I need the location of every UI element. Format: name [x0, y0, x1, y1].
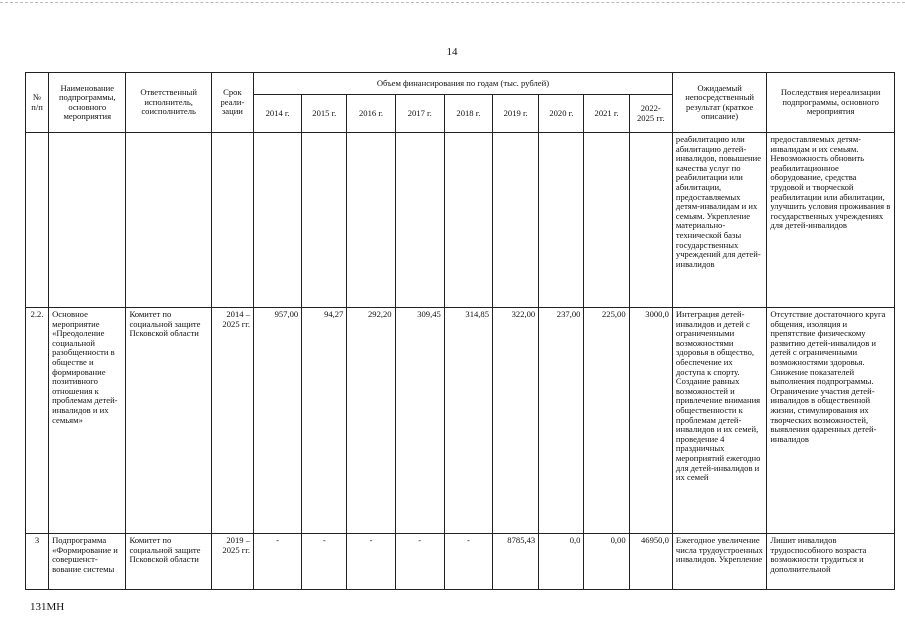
cell-value: 0,0	[539, 534, 584, 590]
header-name: Наименование подпрограммы, основного мероприятия	[49, 73, 126, 133]
cell-term: 2014 – 2025 гг.	[211, 308, 253, 534]
cell-value	[539, 133, 584, 308]
cell-num	[26, 133, 49, 308]
cell-value: 314,85	[444, 308, 492, 534]
cell-value: 957,00	[254, 308, 302, 534]
program-table	[25, 72, 895, 590]
header-year: 2014 г.	[254, 95, 302, 133]
cell-name: Основное мероприятие «Преодоление социальной разобщенности в обществе и формирование позитивного отношения к проблемам детей-инвалидов и их семьям»	[49, 308, 126, 534]
cell-name: Подпрограмма «Формирование и совершенст-вование системы	[49, 534, 126, 590]
cell-value	[584, 133, 629, 308]
cell-executor: Комитет по социальной защите Псковской области	[126, 534, 211, 590]
cell-consequence: Лишит инвалидов трудоспособного возраста возможности трудиться и дополнительной	[767, 534, 895, 590]
header-year: 2021 г.	[584, 95, 629, 133]
cell-value	[395, 133, 444, 308]
header-year: 2020 г.	[539, 95, 584, 133]
cell-value	[629, 133, 672, 308]
cell-term	[211, 133, 253, 308]
cell-value: -	[347, 534, 395, 590]
header-year: 2022-2025 гг.	[629, 95, 672, 133]
cell-value	[347, 133, 395, 308]
cell-value: 46950,0	[629, 534, 672, 590]
cell-name	[49, 133, 126, 308]
cell-value: 0,00	[584, 534, 629, 590]
cell-result: Интеграция детей-инвалидов и детей с ограниченными возможностями здоровья в общество, обеспечение их доступа к спорту. Создание равных возможностей и привлечение внимания общественности к проблемам детей-инвалидов и их семей, проведение 4 праздничных мероприятий ежегодно для детей-инвалидов и их семей	[672, 308, 766, 534]
cell-result: реабилитацию или абилитацию детей-инвалидов, повышение качества услуг по реабилитации или абилитации, предоставляемых детям-инвалидам и их семьям. Укрепление материально-технической базы государственных учреждений для детей-инвалидов	[672, 133, 766, 308]
header-year: 2018 г.	[444, 95, 492, 133]
cell-consequence: Отсутствие достаточного круга общения, изоляция и препятствие физическому развитию детей-инвалидов и детей с ограниченными возможностями здоровья. Снижение показателей выполнения подпрограммы. Ограничение участия детей-инвалидов в общественной жизни, стимулирования их творческих возможностей, выявления одаренных детей-инвалидов	[767, 308, 895, 534]
cell-value: -	[444, 534, 492, 590]
cell-value: 292,20	[347, 308, 395, 534]
top-edge-line	[0, 2, 905, 3]
header-financing: Объем финансирования по годам (тыс. рублей)	[254, 73, 673, 95]
header-year: 2017 г.	[395, 95, 444, 133]
cell-value: -	[395, 534, 444, 590]
cell-value: 237,00	[539, 308, 584, 534]
cell-value: 309,45	[395, 308, 444, 534]
cell-value: 322,00	[493, 308, 539, 534]
cell-executor: Комитет по социальной защите Псковской области	[126, 308, 211, 534]
table-row	[26, 534, 895, 590]
cell-value	[254, 133, 302, 308]
table-row	[26, 308, 895, 534]
cell-value: 8785,43	[493, 534, 539, 590]
table-row	[26, 133, 895, 308]
cell-value	[444, 133, 492, 308]
header-term: Срок реали-зации	[211, 73, 253, 133]
footer-document-code: 131МН	[30, 601, 65, 613]
header-year: 2015 г.	[302, 95, 347, 133]
cell-value: 225,00	[584, 308, 629, 534]
cell-value	[302, 133, 347, 308]
header-executor: Ответственный исполнитель, соисполнитель	[126, 73, 211, 133]
cell-result: Ежегодное увеличение числа трудоустроенных инвалидов. Укрепление	[672, 534, 766, 590]
cell-term: 2019 – 2025 гг.	[211, 534, 253, 590]
header-result: Ожидаемый непосредственный результат (краткое описание)	[672, 73, 766, 133]
cell-value	[493, 133, 539, 308]
cell-value: 3000,0	[629, 308, 672, 534]
cell-value: -	[302, 534, 347, 590]
cell-consequence: предоставляемых детям-инвалидам и их семьям. Невозможность обновить реабилитационное оборудование, средства трудовой и творческой реабилитации или абилитации, улучшить условия проживания в государственных учреждениях для детей-инвалидов	[767, 133, 895, 308]
cell-num: 3	[26, 534, 49, 590]
header-row-1	[26, 73, 895, 95]
cell-num: 2.2.	[26, 308, 49, 534]
cell-executor	[126, 133, 211, 308]
page-number: 14	[446, 46, 458, 58]
cell-value: 94,27	[302, 308, 347, 534]
header-year: 2016 г.	[347, 95, 395, 133]
header-num: № п/п	[26, 73, 49, 133]
header-year: 2019 г.	[493, 95, 539, 133]
cell-value: -	[254, 534, 302, 590]
header-consequence: Последствия нереализации подпрограммы, основного мероприятия	[767, 73, 895, 133]
